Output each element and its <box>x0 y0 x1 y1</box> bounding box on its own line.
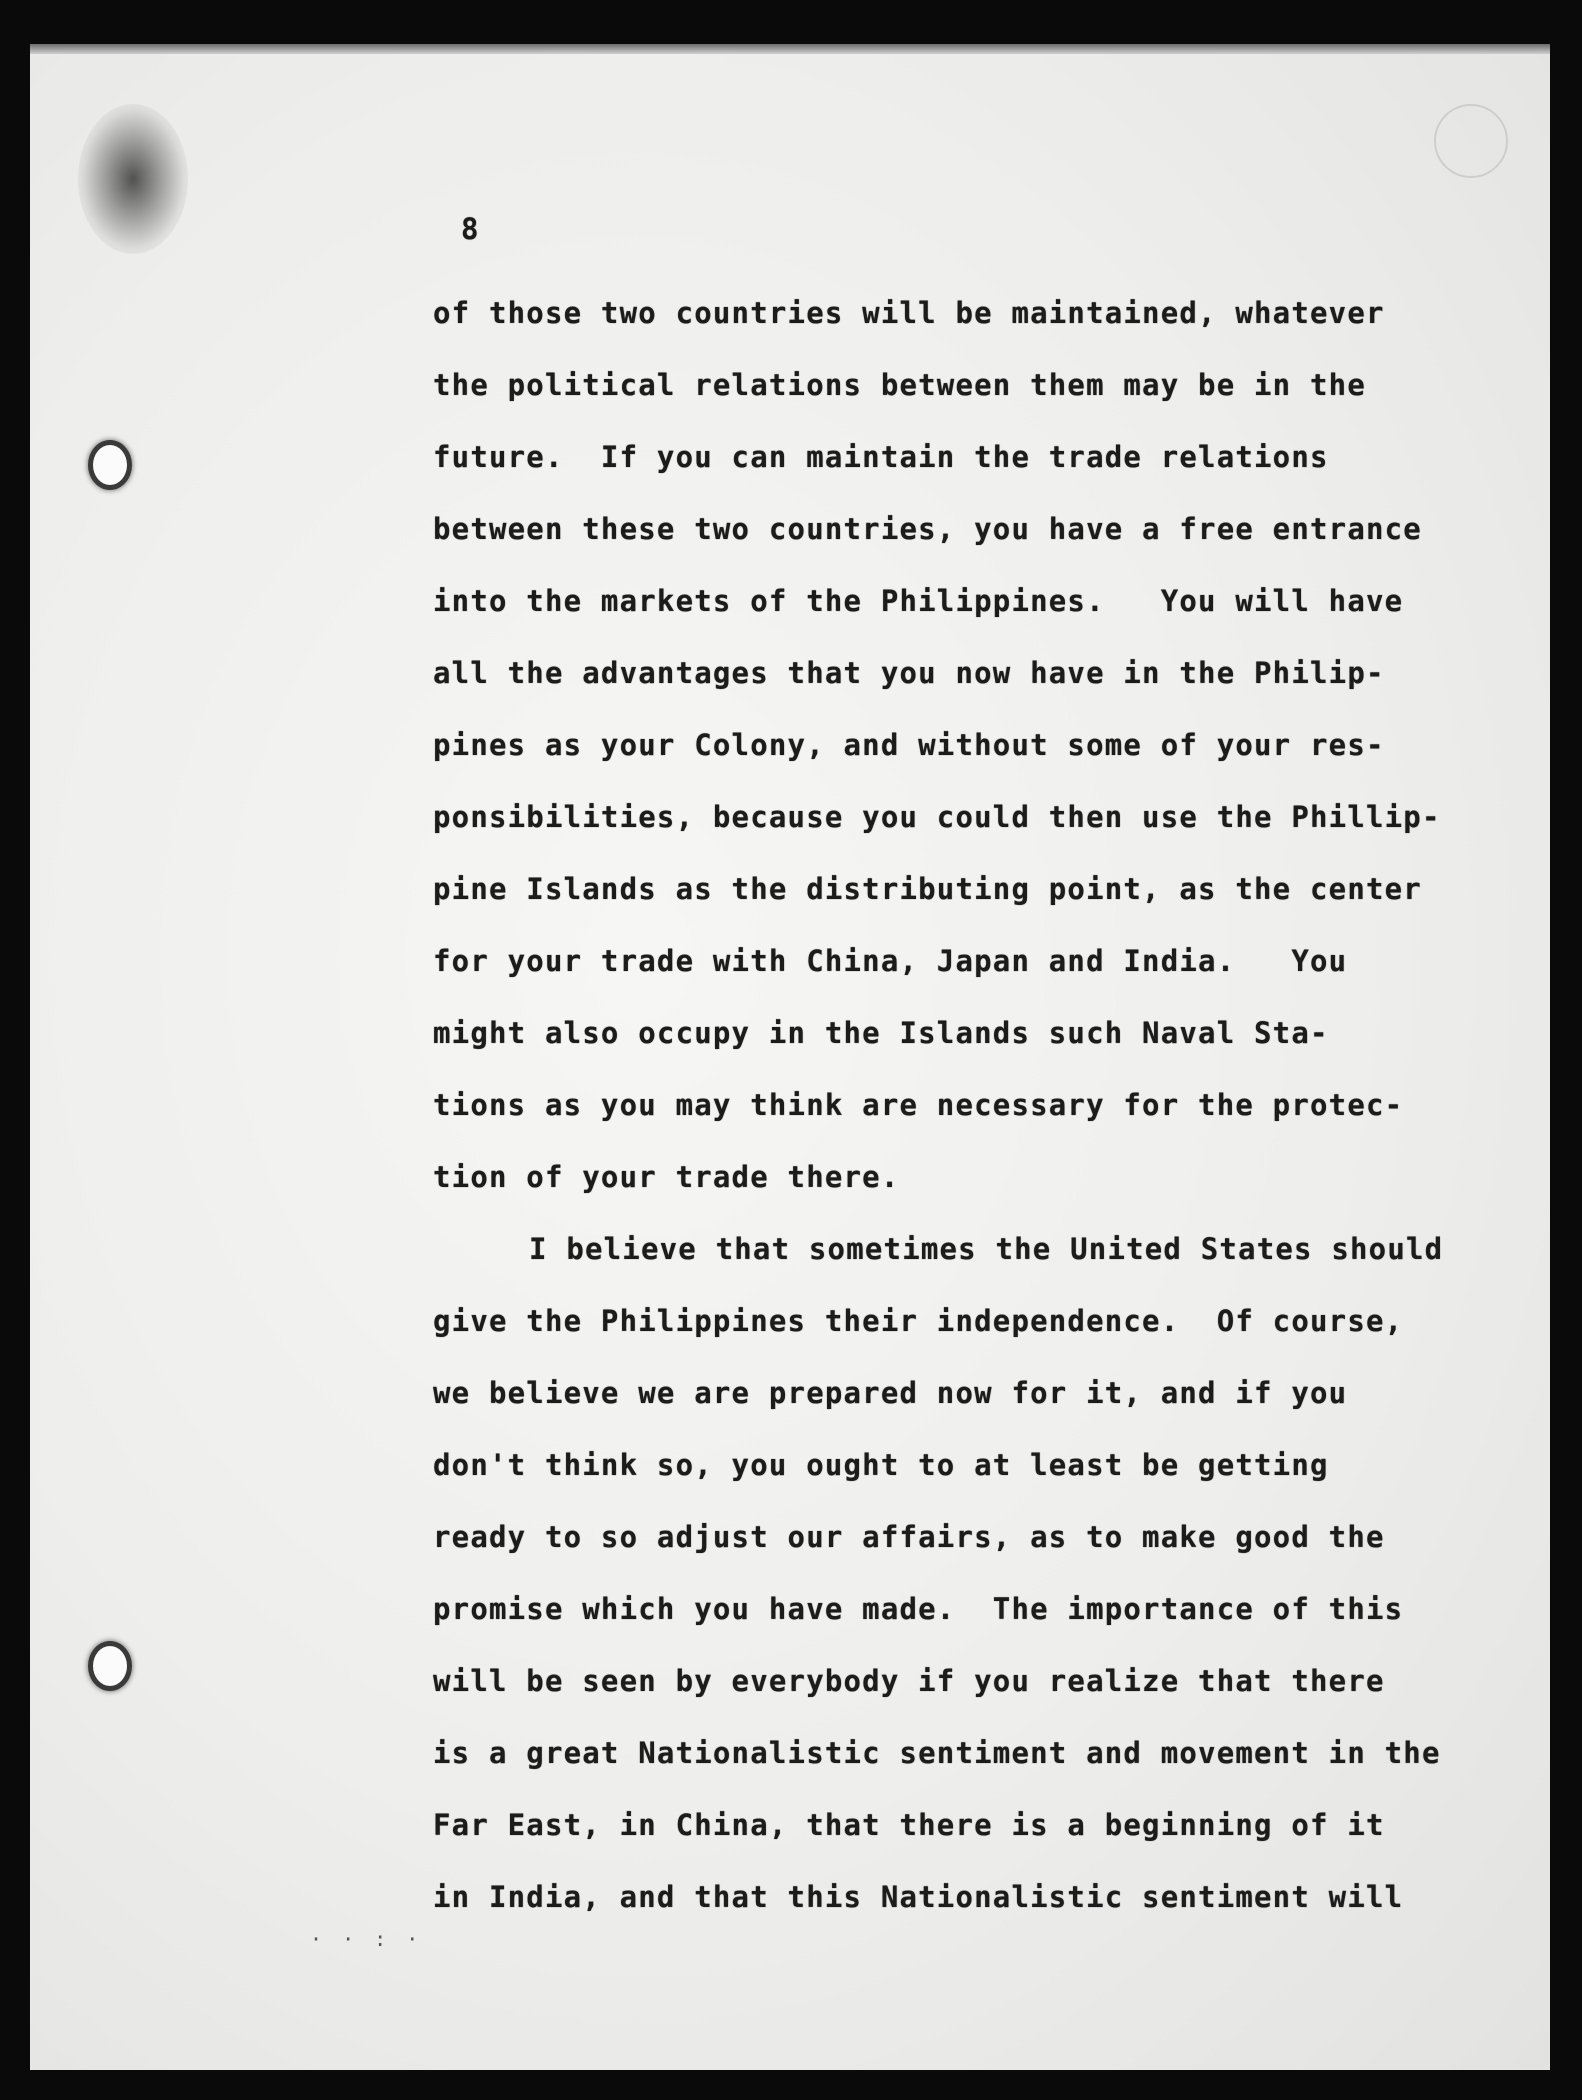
text-line: we believe we are prepared now for it, and if you <box>433 1376 1348 1410</box>
text-line: the political relations between them may be in the <box>433 368 1366 402</box>
text-line: future. If you can maintain the trade relations <box>433 440 1329 474</box>
text-line: into the markets of the Philippines. You will have <box>433 584 1404 618</box>
scan-specks: · · : · <box>310 1927 423 1951</box>
text-line: tion of your trade there. <box>433 1160 900 1194</box>
faint-stamp-mark <box>1434 104 1508 178</box>
page-top-edge <box>30 44 1550 54</box>
text-line: tions as you may think are necessary for the protec- <box>433 1088 1404 1122</box>
typewritten-text <box>433 205 1523 1933</box>
text-line: pines as your Colony, and without some of your res- <box>433 728 1385 762</box>
punch-hole-top <box>88 440 132 490</box>
text-line: pine Islands as the distributing point, as the center <box>433 872 1422 906</box>
paragraph-start-line: I believe that sometimes the United States should <box>529 1232 1444 1266</box>
text-line: ready to so adjust our affairs, as to make good the <box>433 1520 1385 1554</box>
text-line: might also occupy in the Islands such Naval Sta- <box>433 1016 1329 1050</box>
punch-hole-bottom <box>88 1641 132 1691</box>
text-line: ponsibilities, because you could then use the Phillip- <box>433 800 1441 834</box>
text-line: all the advantages that you now have in the Philip- <box>433 656 1385 690</box>
text-line: promise which you have made. The importance of this <box>433 1592 1404 1626</box>
text-line: don't think so, you ought to at least be getting <box>433 1448 1329 1482</box>
text-line: give the Philippines their independence. Of course, <box>433 1304 1404 1338</box>
page-number: 8 <box>461 212 480 246</box>
text-line: will be seen by everybody if you realize that there <box>433 1664 1385 1698</box>
text-line: in India, and that this Nationalistic sentiment will <box>433 1880 1404 1914</box>
ink-smudge <box>78 104 188 254</box>
text-line: is a great Nationalistic sentiment and movement in the <box>433 1736 1441 1770</box>
text-line: for your trade with China, Japan and India. You <box>433 944 1348 978</box>
text-line: Far East, in China, that there is a beginning of it <box>433 1808 1385 1842</box>
text-line: between these two countries, you have a free entrance <box>433 512 1422 546</box>
text-line: of those two countries will be maintained, whatever <box>433 296 1385 330</box>
